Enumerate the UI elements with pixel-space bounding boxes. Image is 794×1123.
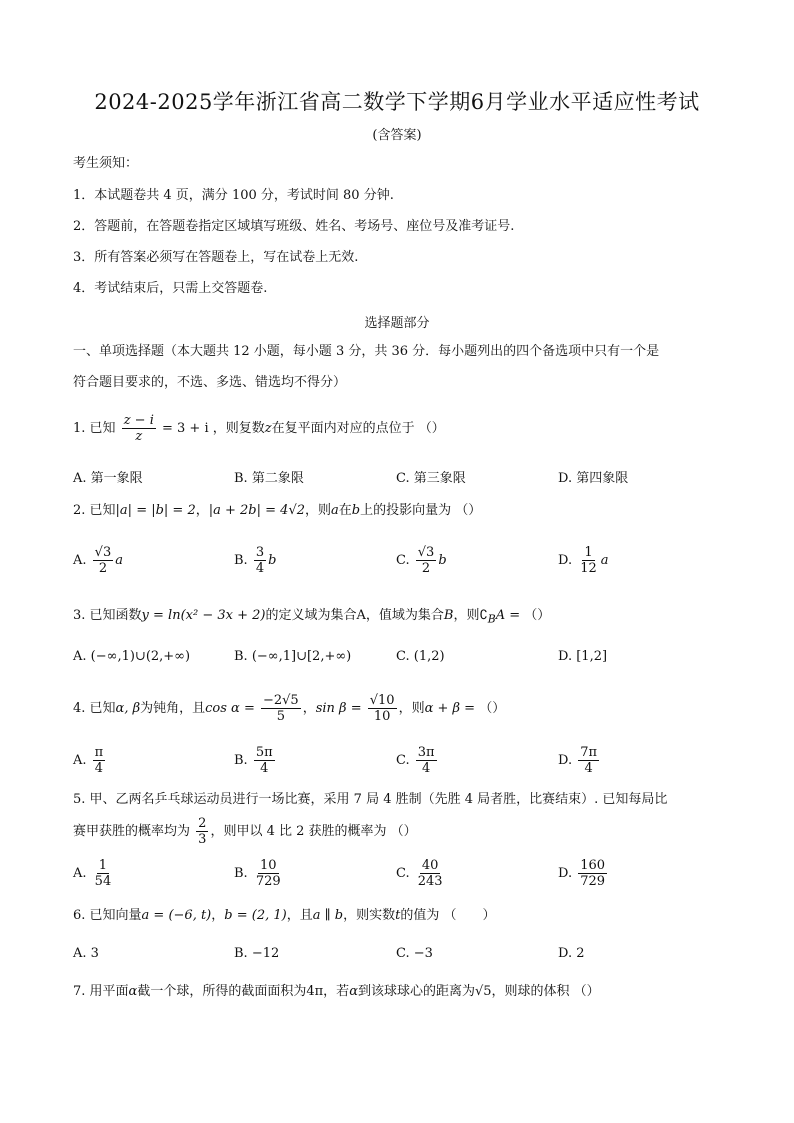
q5-option-b: B. $\frac{10}{729}$ (234, 858, 281, 889)
notice-heading: 考生须知： (73, 156, 139, 171)
q3-option-c: C. (1,2) (396, 649, 445, 664)
part1-instructions: 一、单项选择题（本大题共 12 小题，每小题 3 分，共 36 分．每小题列出的四个备选项中只有一个是 (73, 344, 660, 359)
q6-option-b: B. −12 (234, 946, 280, 961)
page-title: 2024-2025学年浙江省高二数学下学期6月学业水平适应性考试 (94, 90, 700, 114)
q3-option-b: B. (−∞,1]∪[2,+∞) (234, 649, 352, 664)
q2-option-c: C. $\frac{√3}{2}$ b (396, 545, 447, 576)
notice-item: 2．答题前，在答题卷指定区域填写班级、姓名、考场号、座位号及准考证号. (73, 219, 515, 234)
question-1-prefix: 1. 已知 (73, 421, 116, 436)
question-2: 2. 已知|a| = |b| = 2，|a + 2b| = 4√2，则a在b上的投影向量为 （） (73, 503, 482, 518)
question-6: 6. 已知向量a = (−6, t)，b = (2, 1)，且a ∥ b，则实数t的值为 （ ） (73, 908, 496, 923)
q1-option-d: D. 第四象限 (558, 471, 629, 486)
q5-option-c: C. $\frac{40}{243}$ (396, 858, 443, 889)
part1-instructions-cont: 符合题目要求的，不选、多选、错选均不得分） (73, 375, 347, 390)
q3-option-a: A. (−∞,1)∪(2,+∞) (73, 649, 191, 664)
question-7: 7. 用平面α截一个球，所得的截面面积为4π，若α到该球球心的距离为√5，则球的体积 （） (73, 984, 600, 999)
q5-option-a: A. $\frac{1}{54}$ (73, 858, 112, 889)
q2-option-a: A. $\frac{√3}{2}$ a (73, 545, 123, 576)
question-5: 5. 甲、乙两名乒乓球运动员进行一场比赛，采用 7 局 4 胜制（先胜 4 局者胜，比赛结束）. 已知每局比 (73, 792, 668, 807)
q6-option-a: A. 3 (73, 946, 99, 961)
q2-option-b: B. $\frac{3}{4}$ b (234, 545, 277, 576)
notice-item: 1．本试题卷共 4 页，满分 100 分，考试时间 80 分钟. (73, 188, 394, 203)
question-1: 1. 已知 $\frac{z - i}{z}$ = 3 + i ，则复数z在复平面内对应的点位于 （） (73, 413, 445, 444)
q4-option-d: D. $\frac{7\pi}{4}$ (558, 745, 598, 776)
q4-option-a: A. $\frac{\pi}{4}$ (73, 745, 104, 776)
q4-option-b: B. $\frac{5\pi}{4}$ (234, 745, 273, 776)
q5-option-d: D. $\frac{160}{729}$ (558, 858, 606, 889)
section-title: 选择题部分 (364, 316, 430, 331)
question-1-fraction: $\frac{z - i}{z}$ (123, 413, 154, 444)
q3-option-d: D. [1,2] (558, 649, 608, 664)
question-1-equation: = 3 + i (162, 421, 209, 436)
notice-item: 4．考试结束后，只需上交答题卷. (73, 281, 268, 296)
q1-option-c: C. 第三象限 (396, 471, 466, 486)
q6-option-c: C. −3 (396, 946, 433, 961)
question-3: 3. 已知函数y = ln(x² − 3x + 2)的定义域为集合A，值域为集合B，则$∁_BA$ = （） (73, 608, 551, 626)
q6-option-d: D. 2 (558, 946, 585, 961)
q2-option-d: D. $\frac{1}{12}$ a (558, 545, 609, 576)
q4-option-c: C. $\frac{3\pi}{4}$ (396, 745, 435, 776)
page-subtitle: (含答案) (372, 128, 422, 143)
q1-option-a: A. 第一象限 (73, 471, 143, 486)
notice-item: 3．所有答案必须写在答题卷上，写在试卷上无效. (73, 250, 359, 265)
question-4: 4. 已知α, β为钝角，且cos α = $\frac{-2√5}{5}$ ，sin β = $\frac{√10}{10}$ ，则α + β = （） (73, 693, 506, 724)
q1-option-b: B. 第二象限 (234, 471, 304, 486)
question-5-cont: 赛甲获胜的概率均为 $\frac{2}{3}$ ，则甲以 4 比 2 获胜的概率为 （） (73, 816, 417, 847)
